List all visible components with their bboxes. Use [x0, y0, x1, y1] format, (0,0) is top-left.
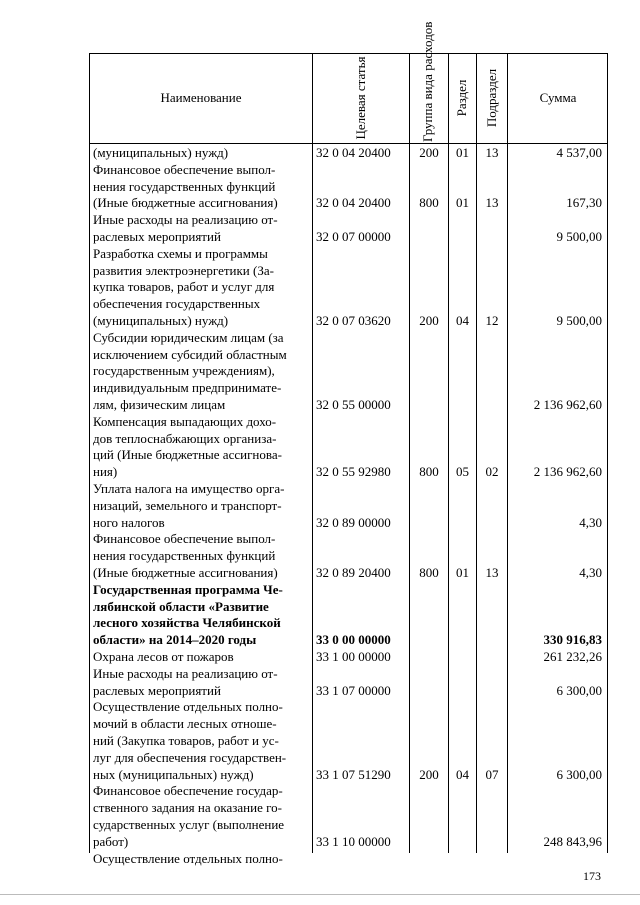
row-name-line: ний (Закупка товаров, работ и ус-: [93, 733, 279, 748]
row-name-line: раслевых мероприятий: [93, 229, 221, 244]
row-name-line: ций (Иные бюджетные ассигнова-: [93, 447, 282, 463]
row-name-line: лям, физическим лицам: [93, 397, 226, 412]
row-name-line: развития электроэнергетики (За-: [93, 262, 274, 278]
row-name-line: (муниципальных) нужд): [93, 145, 229, 160]
row-name-line: ния): [93, 464, 118, 480]
row-group: 200: [419, 766, 439, 782]
col-divider: [312, 54, 313, 853]
row-sum: 4,30: [579, 565, 602, 580]
row-name-line: Разработка схемы и программы: [93, 245, 268, 261]
header-sum: Сумма: [539, 90, 577, 105]
row-sum: 261 232,26: [543, 649, 602, 664]
col-divider: [409, 54, 410, 853]
row-name-line: купка товаров, работ и услуг для: [93, 279, 275, 295]
row-subsection: 13: [485, 565, 499, 580]
row-name-line: лябинской области «Развитие: [93, 598, 269, 614]
row-sum: 6 300,00: [556, 682, 602, 698]
row-section: 04: [456, 766, 469, 782]
header-group: Группа вида расходов: [420, 21, 435, 142]
row-name-line: обеспечения государственных: [93, 296, 261, 312]
row-name-line: (муниципальных) нужд): [93, 313, 229, 328]
row-name-line: ственного задания на оказание го-: [93, 800, 282, 816]
row-name-line: нения государственных функций: [93, 178, 276, 194]
row-group: 800: [419, 464, 439, 480]
row-name-line: индивидуальным предпринимате-: [93, 380, 282, 396]
row-name-line: мочий в области лесных отноше-: [93, 716, 277, 732]
row-name-line: Финансовое обеспечение выпол-: [93, 161, 276, 177]
row-name-line: Охрана лесов от пожаров: [93, 649, 234, 664]
row-name-line: дов теплоснабжающих организа-: [93, 430, 277, 446]
header-divider: [90, 143, 607, 144]
col-divider: [507, 54, 508, 853]
row-subsection: 13: [485, 195, 499, 211]
row-target-code: 33 0 00 00000: [316, 632, 391, 648]
row-section: 01: [456, 145, 469, 160]
row-target-code: 32 0 89 00000: [316, 514, 391, 530]
row-target-code: 33 1 07 00000: [316, 682, 391, 698]
row-name-line: раслевых мероприятий: [93, 682, 221, 698]
row-name-line: области» на 2014–2020 годы: [93, 632, 257, 648]
row-target-code: 32 0 04 20400: [316, 195, 391, 211]
header-name: Наименование: [160, 90, 242, 105]
row-name-line: государственным учреждениям),: [93, 363, 275, 379]
row-sum: 6 300,00: [556, 766, 602, 782]
row-target-code: 32 0 55 92980: [316, 464, 391, 480]
row-sum: 167,30: [566, 195, 602, 211]
row-sum: 248 843,96: [543, 833, 602, 849]
row-sum: 330 916,83: [543, 632, 602, 648]
row-group: 200: [419, 313, 439, 328]
row-target-code: 32 0 04 20400: [316, 145, 391, 160]
col-divider: [448, 54, 449, 853]
row-target-code: 32 0 89 20400: [316, 565, 391, 580]
row-section: 05: [456, 464, 469, 480]
row-sum: 2 136 962,60: [533, 397, 602, 412]
row-subsection: 12: [485, 313, 499, 328]
header-subsection: Подраздел: [484, 68, 499, 128]
row-name-line: Финансовое обеспечение выпол-: [93, 531, 276, 547]
row-name-line: сударственных услуг (выполнение: [93, 817, 285, 832]
row-section: 01: [456, 565, 469, 580]
row-name-line: нения государственных функций: [93, 548, 276, 564]
row-name-line: Осуществление отдельных полно-: [93, 850, 283, 866]
row-name-line: низаций, земельного и транспорт-: [93, 497, 282, 513]
row-name-line: исключением субсидий областным: [93, 346, 287, 362]
row-name-line: Компенсация выпадающих дохо-: [93, 413, 277, 429]
budget-table: [89, 21, 608, 866]
col-divider: [476, 54, 477, 853]
row-name-line: Уплата налога на имущество орга-: [93, 481, 285, 496]
row-name-line: работ): [93, 833, 129, 849]
page-number: 173: [583, 869, 601, 883]
row-target-code: 32 0 07 03620: [316, 313, 391, 328]
row-name-line: луг для обеспечения государствен-: [93, 749, 287, 765]
row-name-line: ного налогов: [93, 514, 165, 530]
row-sum: 4 537,00: [556, 145, 602, 160]
row-name-line: лесного хозяйства Челябинской: [93, 615, 281, 631]
row-subsection: 02: [485, 464, 499, 480]
row-section: 04: [456, 313, 469, 328]
row-target-code: 32 0 07 00000: [316, 229, 391, 244]
footer-rule: [0, 894, 640, 895]
row-name-line: Субсидии юридическим лицам (за: [93, 329, 284, 345]
row-name-line: Государственная программа Че-: [93, 581, 283, 597]
row-group: 200: [419, 145, 439, 160]
row-group: 800: [419, 565, 439, 580]
row-group: 800: [419, 195, 439, 211]
row-sum: 2 136 962,60: [533, 464, 602, 480]
row-subsection: 13: [485, 145, 499, 160]
row-subsection: 07: [485, 766, 499, 782]
row-target-code: 32 0 55 00000: [316, 397, 391, 412]
row-sum: 9 500,00: [556, 229, 602, 244]
row-name-line: ных (муниципальных) нужд): [93, 766, 254, 782]
row-name-line: (Иные бюджетные ассигнования): [93, 565, 278, 580]
row-name-line: Иные расходы на реализацию от-: [93, 665, 278, 681]
row-name-line: Осуществление отдельных полно-: [93, 699, 283, 715]
row-target-code: 33 1 00 00000: [316, 649, 391, 664]
row-sum: 9 500,00: [556, 313, 602, 328]
row-name-line: Иные расходы на реализацию от-: [93, 212, 278, 228]
header-section: Раздел: [454, 79, 469, 117]
row-name-line: (Иные бюджетные ассигнования): [93, 195, 278, 211]
row-sum: 4,30: [579, 514, 602, 530]
row-section: 01: [456, 195, 469, 211]
row-target-code: 33 1 10 00000: [316, 833, 391, 849]
row-target-code: 33 1 07 51290: [316, 766, 391, 782]
header-target: Целевая статья: [353, 56, 368, 140]
row-name-line: Финансовое обеспечение государ-: [93, 783, 283, 799]
